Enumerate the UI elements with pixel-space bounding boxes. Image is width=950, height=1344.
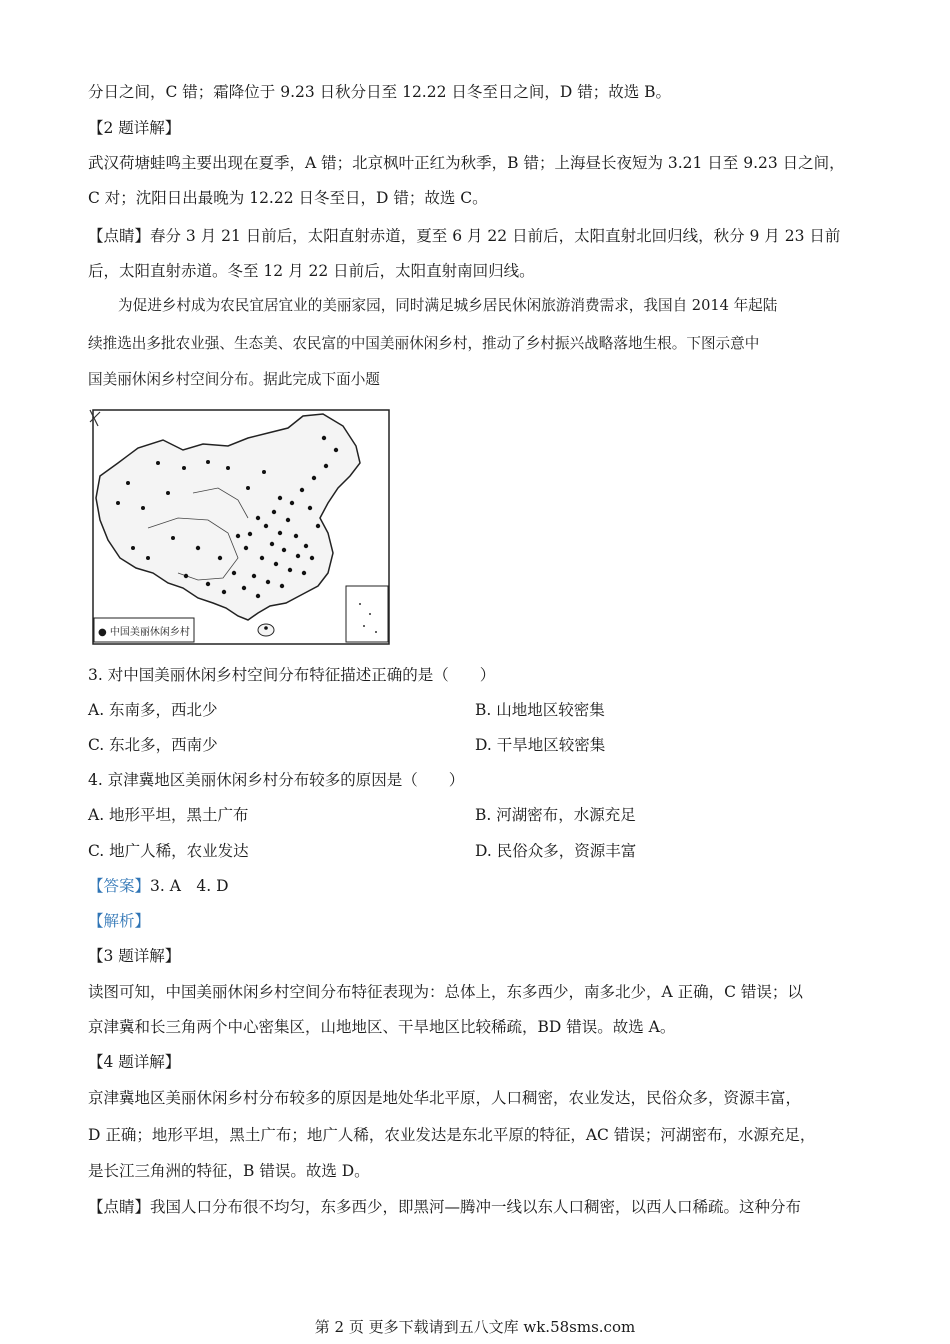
- text-line: C 对；沈阳日出最晚为 12.22 日冬至日，D 错；故选 C。: [88, 189, 488, 207]
- option-c: C. 地广人稀，农业发达: [88, 842, 249, 860]
- text-line: 【点睛】春分 3 月 21 日前后，太阳直射赤道，夏至 6 月 22 日前后，太阳直射北回归线，秋分 9 月 23 日前: [88, 227, 841, 245]
- text-line: 京津冀和长三角两个中心密集区，山地地区、干旱地区比较稀疏，BD 错误。故选 A。: [88, 1018, 676, 1036]
- section-heading: 【2 题详解】: [88, 119, 181, 137]
- text-line: 后，太阳直射赤道。冬至 12 月 22 日前后，太阳直射南回归线。: [88, 262, 535, 280]
- china-map-figure: [88, 408, 391, 646]
- answer-value: 3. A 4. D: [150, 877, 229, 895]
- text-line: 国美丽休闲乡村空间分布。据此完成下面小题: [88, 371, 380, 388]
- option-a: A. 东南多，西北少: [88, 701, 218, 719]
- answer-label: 【答案】: [88, 877, 151, 895]
- text-line: 是长江三角洲的特征，B 错误。故选 D。: [88, 1162, 370, 1180]
- question-3-stem: 3. 对中国美丽休闲乡村空间分布特征描述正确的是（ ）: [88, 666, 496, 684]
- china-map: [88, 408, 391, 646]
- option-d: D. 民俗众多，资源丰富: [475, 842, 637, 860]
- text-line: 读图可知，中国美丽休闲乡村空间分布特征表现为：总体上，东多西少，南多北少，A 正确，C 错误；以: [88, 983, 803, 1001]
- text-line: 续推选出多批农业强、生态美、农民富的中国美丽休闲乡村，推动了乡村振兴战略落地生根。下图示意中: [88, 335, 760, 352]
- section-heading: 【4 题详解】: [88, 1053, 181, 1071]
- text-line: 分日之间，C 错；霜降位于 9.23 日秋分日至 12.22 日冬至日之间，D 错；故选 B。: [88, 83, 672, 101]
- text-line: D 正确；地形平坦，黑土广布；地广人稀，农业发达是东北平原的特征，AC 错误；河湖密布，水源充足，: [88, 1126, 816, 1144]
- map-legend: ● 中国美丽休闲乡村: [98, 627, 190, 638]
- option-b: B. 河湖密布，水源充足: [475, 806, 636, 824]
- option-b: B. 山地地区较密集: [475, 701, 605, 719]
- text-line: 京津冀地区美丽休闲乡村分布较多的原因是地处华北平原，人口稠密，农业发达，民俗众多，资源丰富，: [88, 1089, 802, 1107]
- option-a: A. 地形平坦，黑土广布: [88, 806, 249, 824]
- text-line: 武汉荷塘蛙鸣主要出现在夏季，A 错；北京枫叶正红为秋季，B 错；上海昼长夜短为 3.21 日至 9.23 日之间，: [88, 154, 845, 172]
- section-heading: 【3 题详解】: [88, 947, 181, 965]
- answer-line: [88, 876, 229, 896]
- text-line: 为促进乡村成为农民宜居宜业的美丽家园，同时满足城乡居民休闲旅游消费需求，我国自 2014 年起陆: [118, 297, 778, 314]
- page-footer: 第 2 页 更多下载请到五八文库 wk.58sms.com: [314, 1318, 636, 1336]
- text-line: 【点睛】我国人口分布很不均匀，东多西少，即黑河—腾冲一线以东人口稠密，以西人口稀疏。这种分布: [88, 1198, 802, 1216]
- analysis-label: 【解析】: [88, 912, 151, 930]
- option-c: C. 东北多，西南少: [88, 736, 218, 754]
- question-4-stem: 4. 京津冀地区美丽休闲乡村分布较多的原因是（ ）: [88, 771, 465, 789]
- option-d: D. 干旱地区较密集: [475, 736, 606, 754]
